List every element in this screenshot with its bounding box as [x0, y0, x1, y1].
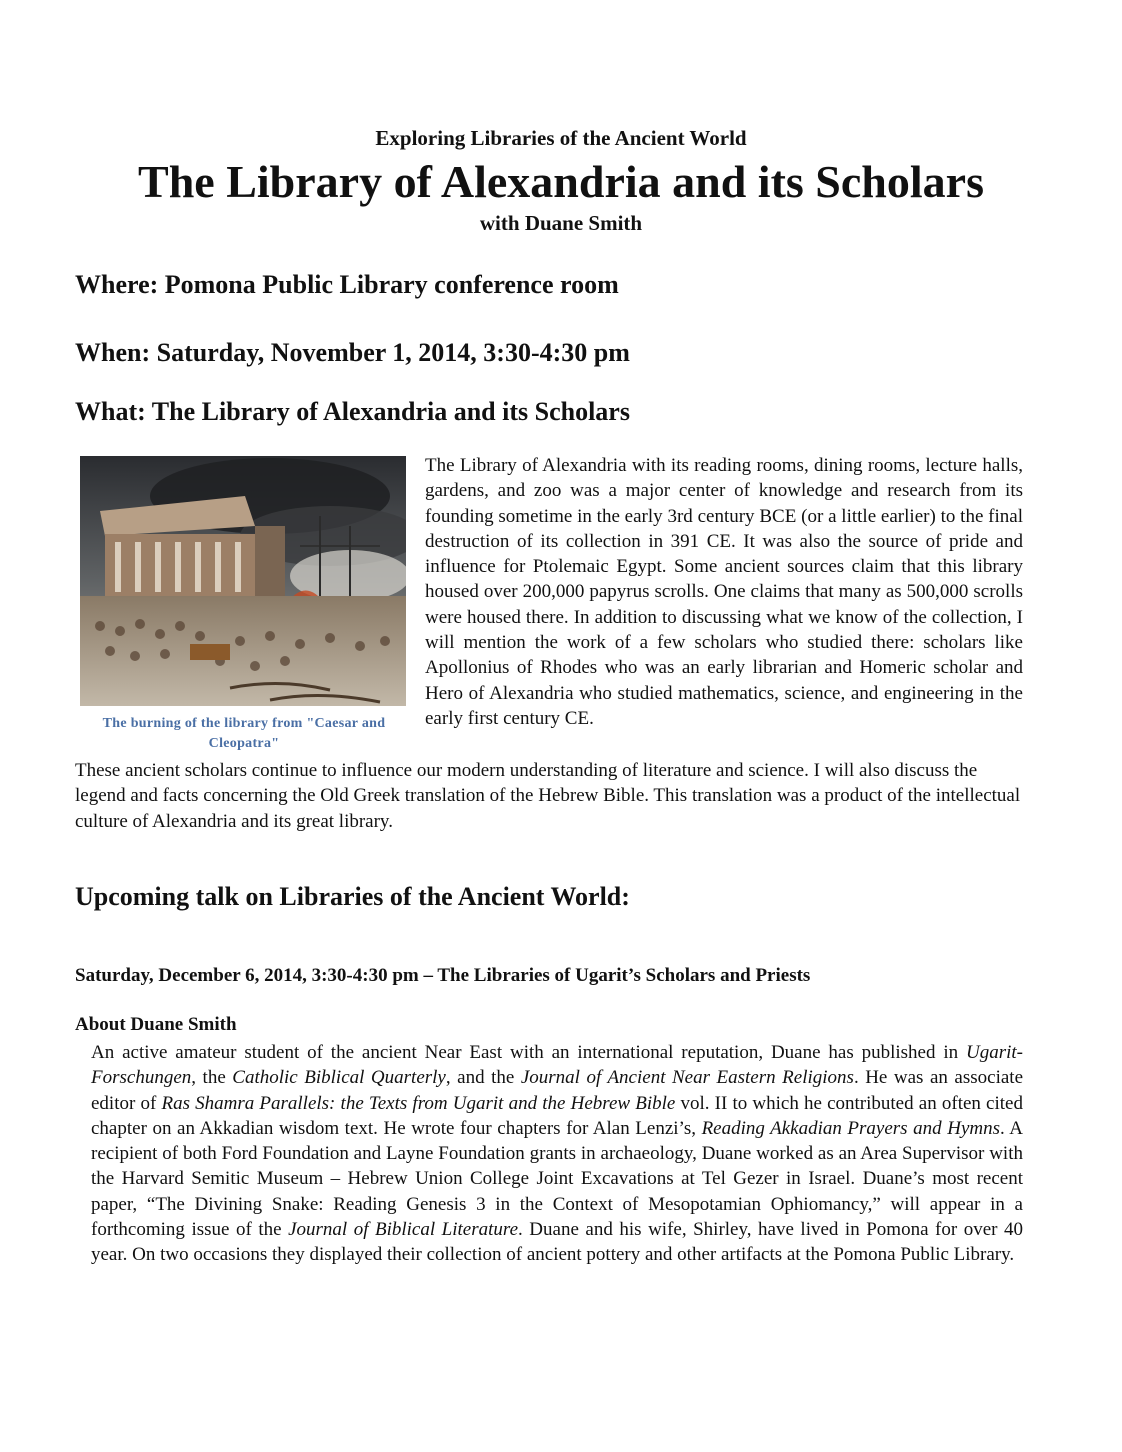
bio-segment: An active amateur student of the ancient Near East with an international reputation, Duane has published in [91, 1042, 966, 1063]
page-title: The Library of Alexandria and its Scholars [138, 156, 984, 207]
bio-publication: Journal of Ancient Near Eastern Religions [520, 1067, 854, 1089]
library-burning-illustration [80, 456, 406, 706]
bio-segment: . Duane and his wife, Shirley, have lived in Pomona for over 40 year. On two occasions they displayed their collection of ancient pottery and other artifacts at the Pomona Public Library. [91, 1219, 1023, 1266]
about-heading: About Duane Smith [75, 1014, 237, 1035]
series-title: Exploring Libraries of the Ancient World [375, 126, 747, 150]
description-paragraph: The Library of Alexandria with its reading rooms, dining rooms, lecture halls, gardens, and zoo was a major center of knowledge and research from its founding sometime in the early 3rd century BCE (or a little earlier) to the final destruction of its collection in 391 CE. It was also the source of pride and influence for Ptolemaic Egypt. Some ancient sources claim that this library housed over 200,000 papyrus scrolls. One claims that many as 500,000 scrolls were housed there. In addition to discussing what we know of the collection, I will mention the work of a few scholars who studied there: scholars like Apollonius of Rhodes who was an early librarian and Homeric scholar and Hero of Alexandria who studied mathematics, science, and engineering in the early first century CE. [425, 455, 1023, 729]
bio-segment: , the [191, 1067, 233, 1089]
bio-publication: Journal of Biblical Literature [288, 1219, 519, 1241]
bio-segment: vol. II to which he contributed an often cited chapter on an Akkadian wisdom text. He wrote four chapters for Alan Lenzi’s, [91, 1092, 1023, 1139]
bio-publication: Ugarit-Forschungen [91, 1042, 1023, 1089]
upcoming-heading: Upcoming talk on Libraries of the Ancient World: [75, 882, 630, 911]
bio-segment: . He was an associate editor of [91, 1067, 1024, 1114]
when-line: When: Saturday, November 1, 2014, 3:30-4:30 pm [75, 338, 630, 367]
bio-publication: Ras Shamra Parallels: the Texts from Ugarit and the Hebrew Bible [161, 1092, 676, 1114]
bio-segment: , and the [445, 1067, 521, 1089]
library-figure [80, 456, 408, 754]
description-continuation: These ancient scholars continue to influence our modern understanding of literature and science. I will also discuss the legend and facts concerning the Old Greek translation of the Hebrew Bible. This translation was a product of the intellectual culture of Alexandria and its great library. [75, 760, 1021, 832]
bio-publication: Reading Akkadian Prayers and Hymns [701, 1117, 1000, 1139]
upcoming-talk: Saturday, December 6, 2014, 3:30-4:30 pm – The Libraries of Ugarit’s Scholars and Priests [75, 965, 811, 986]
presenter-line: with Duane Smith [479, 211, 643, 235]
figure-caption: The burning of the library from "Caesar and Cleopatra" [102, 716, 386, 751]
bio-segment: . A recipient of both Ford Foundation and Layne Foundation grants in archaeology, Duane worked as an Area Supervisor with the Harvard Semitic Museum – Hebrew Union College Joint Excavations at Tel Gezer in Israel. Duane’s most recent paper, “The Divining Snake: Reading Genesis 3 in the Context of Mesopotamian Ophiomancy,” will appear in a forthcoming issue of the [91, 1117, 1023, 1241]
what-line: What: The Library of Alexandria and its Scholars [75, 397, 630, 426]
about-bio [91, 1040, 1023, 1268]
where-line: Where: Pomona Public Library conference room [75, 270, 619, 299]
bio-publication: Catholic Biblical Quarterly [232, 1067, 446, 1089]
